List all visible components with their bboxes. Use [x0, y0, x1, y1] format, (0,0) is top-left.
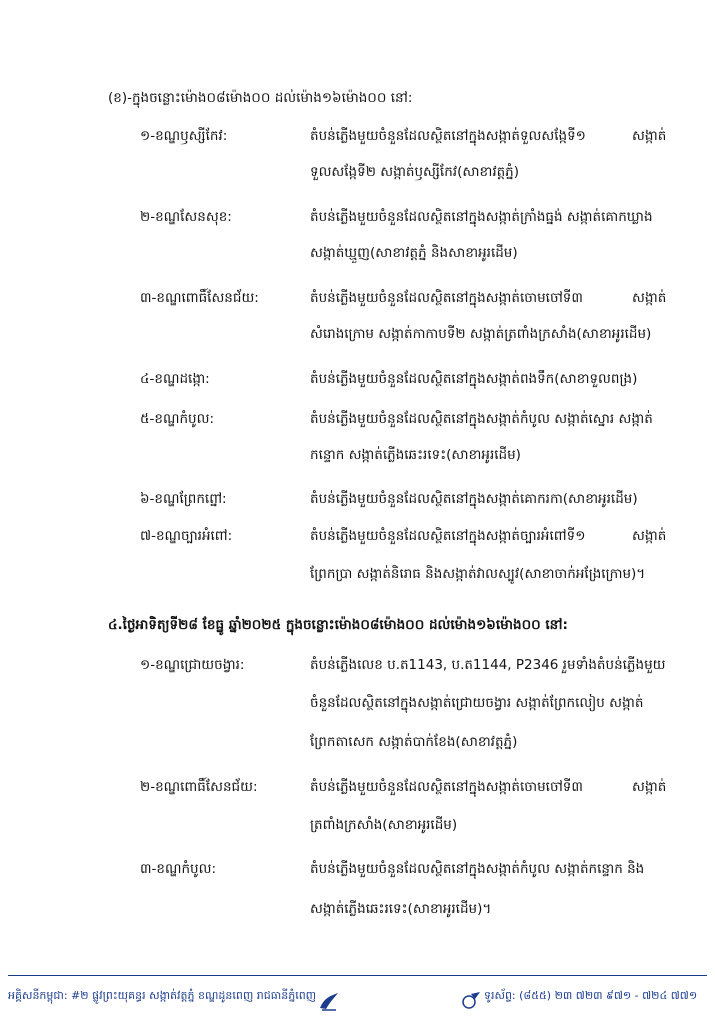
district-line-tail: សង្កាត់: [632, 779, 667, 795]
district-line: តំបន់ភ្លើងមួយចំនួនដែលស្ថិតនៅក្នុងសង្កាត់ច្បារអំពៅទី១: [310, 528, 586, 544]
district-line: តំបន់ភ្លើងមួយចំនួនដែលស្ថិតនៅក្នុងសង្កាត់ពងទឹក(សាខាទួលពង្រ): [310, 371, 638, 387]
district-line-tail: សង្កាត់: [632, 128, 667, 144]
district-label: ៣-ខណ្ឌកំបូល:: [140, 861, 216, 877]
district-label: ២-ខណ្ឌសែនសុខ:: [140, 209, 232, 225]
district-line: តំបន់ភ្លើងមួយចំនួនដែលស្ថិតនៅក្នុងសង្កាត់ចោមចៅទី៣: [310, 779, 583, 795]
district-line: ចំនួនដែលស្ថិតនៅក្នុងសង្កាត់ជ្រោយចង្វារ សង្កាត់ព្រែកលៀប សង្កាត់: [310, 695, 644, 711]
district-line: តំបន់ភ្លើងមួយចំនួនដែលស្ថិតនៅក្នុងសង្កាត់គោករកា(សាខាអូរដើម): [310, 491, 638, 507]
footer-rule: [8, 975, 707, 976]
district-line-tail: សង្កាត់: [632, 290, 667, 306]
district-label: ៧-ខណ្ឌច្បារអំពៅ:: [140, 528, 233, 544]
district-label: ៥-ខណ្ឌកំបូល:: [140, 411, 215, 427]
district-label: ៣-ខណ្ឌពោធិ៍សែនជ័យ:: [140, 290, 259, 306]
district-line-tail: សង្កាត់: [632, 528, 667, 544]
footer-address: អគ្គិសនីកម្ពុជា: #២ ផ្លូវព្រះយុគន្ធរ សង្កាត់វត្តភ្នំ ខណ្ឌដូនពេញ រាជធានីភ្នំពេញ: [8, 989, 317, 1002]
district-line: តំបន់ភ្លើងមួយចំនួនដែលស្ថិតនៅក្នុងសង្កាត់ចោមចៅទី៣: [310, 290, 583, 306]
district-label: ១-ខណ្ឌជ្រោយចង្វារ:: [140, 657, 245, 673]
district-line: ព្រែកតាសេក សង្កាត់បាក់ខែង(សាខាវត្តភ្នំ): [310, 734, 518, 750]
district-line: តំបន់ភ្លើងមួយចំនួនដែលស្ថិតនៅក្នុងសង្កាត់កំបូល សង្កាត់កន្ទោក និង: [310, 861, 645, 877]
district-line: តំបន់ភ្លើងមួយចំនួនដែលស្ថិតនៅក្នុងសង្កាត់ទួលសង្កែទី១: [310, 128, 586, 144]
district-line: ទួលសង្កែទី២ សង្កាត់ឫស្សីកែវ(សាខាវត្តភ្នំ): [310, 164, 520, 180]
section-b-heading: (ខ)-ក្នុងចន្លោះម៉ោង០៨ម៉ោង០០ ដល់ម៉ោង១៦ម៉ោង០០ នៅ:: [108, 90, 413, 106]
district-line: កន្ទោក សង្កាត់ភ្លើងឆេះរទេះ(សាខាអូរដើម): [310, 447, 521, 463]
district-line: តំបន់ភ្លើងលេខ ប.ត1143, ប.ត1144, P2346 រួមទាំងតំបន់ភ្លើងមួយ: [310, 657, 666, 673]
district-line: តំបន់ភ្លើងមួយចំនួនដែលស្ថិតនៅក្នុងសង្កាត់កំបូល សង្កាត់ស្នោរ សង្កាត់: [310, 411, 653, 427]
district-line: តំបន់ភ្លើងមួយចំនួនដែលស្ថិតនៅក្នុងសង្កាត់ក្រាំងធ្នង់ សង្កាត់គោកឃ្លាង: [310, 209, 653, 225]
district-line: សង្កាត់ឃ្មួញ(សាខាវត្តភ្នំ និងសាខាអូរដើម): [310, 245, 518, 261]
footer-logo-icon: [460, 990, 482, 1012]
district-label: ៤-ខណ្ឌដង្កោ:: [140, 371, 210, 387]
district-line: ព្រែកប្រា សង្កាត់និរោធ និងសង្កាត់វាលស្បូវ(សាខាចាក់អង្រែក្រោម)។: [310, 566, 646, 582]
footer-phone: ទូរស័ព្ទ: (៨៥៥) ២៣ ៧២៣ ៩៧១ - ៧២៤ ៧៧១: [484, 989, 698, 1002]
district-line: សង្កាត់ភ្លើងឆេះរទេះ(សាខាអូរដើម)។: [310, 901, 492, 917]
section-4-heading: ៤.ថ្ងៃអាទិត្យទី២៨ ខែធ្នូ ឆ្នាំ២០២៥ ក្នុងចន្លោះម៉ោង០៨ម៉ោង០០ ដល់ម៉ោង១៦ម៉ោង០០ នៅ:: [108, 617, 568, 633]
district-line: សំរោងក្រោម សង្កាត់កាកាបទី២ សង្កាត់ត្រពាំងក្រសាំង(សាខាអូរដើម): [310, 326, 652, 342]
district-label: ១-ខណ្ឌឫស្សីកែវ:: [140, 128, 228, 144]
district-label: ២-ខណ្ឌពោធិ៍សែនជ័យ:: [140, 779, 258, 795]
district-line: ត្រពាំងក្រសាំង(សាខាអូរដើម): [310, 817, 458, 833]
footer-logo-icon: [318, 990, 340, 1012]
district-label: ៦-ខណ្ឌព្រែកព្នៅ:: [140, 491, 227, 507]
